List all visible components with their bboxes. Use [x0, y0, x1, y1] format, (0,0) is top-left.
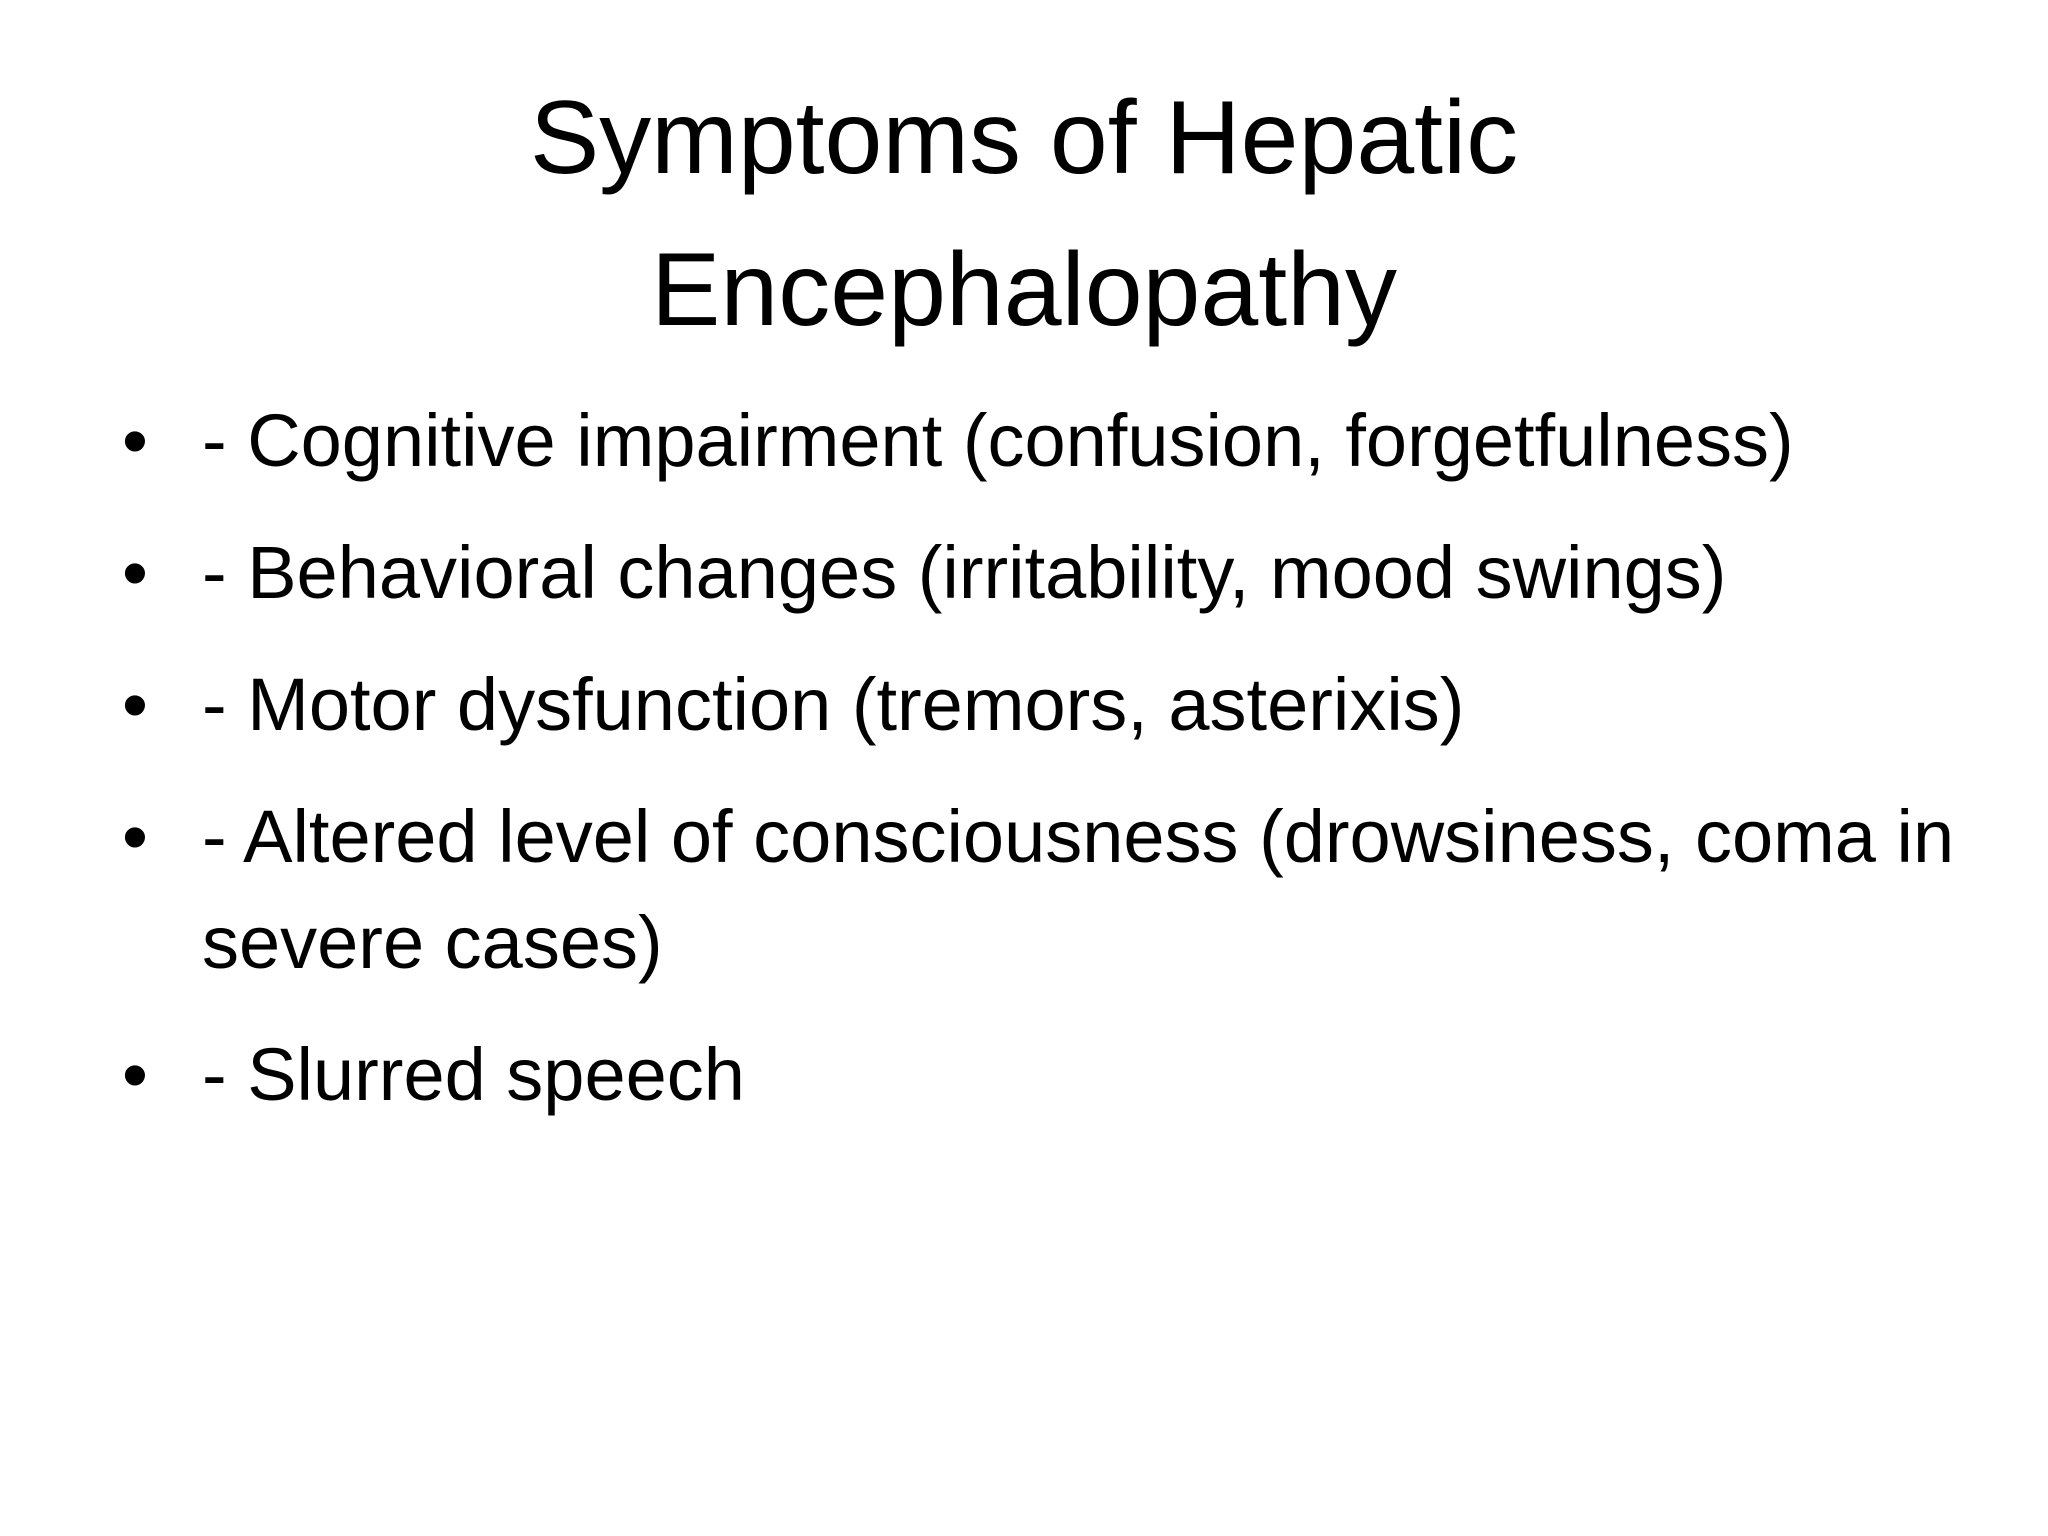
bullet-text: - Slurred speech [202, 1033, 745, 1116]
bullet-dot-icon: • [122, 663, 148, 746]
bullet-item-cognitive [122, 388, 1962, 494]
bullet-text: - Motor dysfunction (tremors, asterixis) [202, 663, 1465, 746]
slide-title-line-2: Encephalopathy [651, 232, 1397, 348]
bullet-item-consciousness [122, 784, 1962, 996]
bullet-dot-icon: • [122, 795, 148, 878]
bullet-dot-icon: • [122, 399, 148, 482]
bullet-dot-icon: • [122, 1033, 148, 1116]
bullet-text: - Behavioral changes (irritability, mood swings) [202, 531, 1727, 614]
bullet-text: - Altered level of consciousness (drowsiness, coma in severe cases) [202, 795, 1955, 984]
bullet-item-behavioral [122, 520, 1962, 626]
bullet-text: - Cognitive impairment (confusion, forgetfulness) [202, 399, 1794, 482]
bullet-item-motor [122, 652, 1962, 758]
bullet-list [122, 388, 1962, 1154]
bullet-item-speech [122, 1022, 1962, 1128]
slide-title [140, 62, 1908, 366]
bullet-dot-icon: • [122, 531, 148, 614]
slide-title-line-1: Symptoms of Hepatic [529, 80, 1519, 196]
